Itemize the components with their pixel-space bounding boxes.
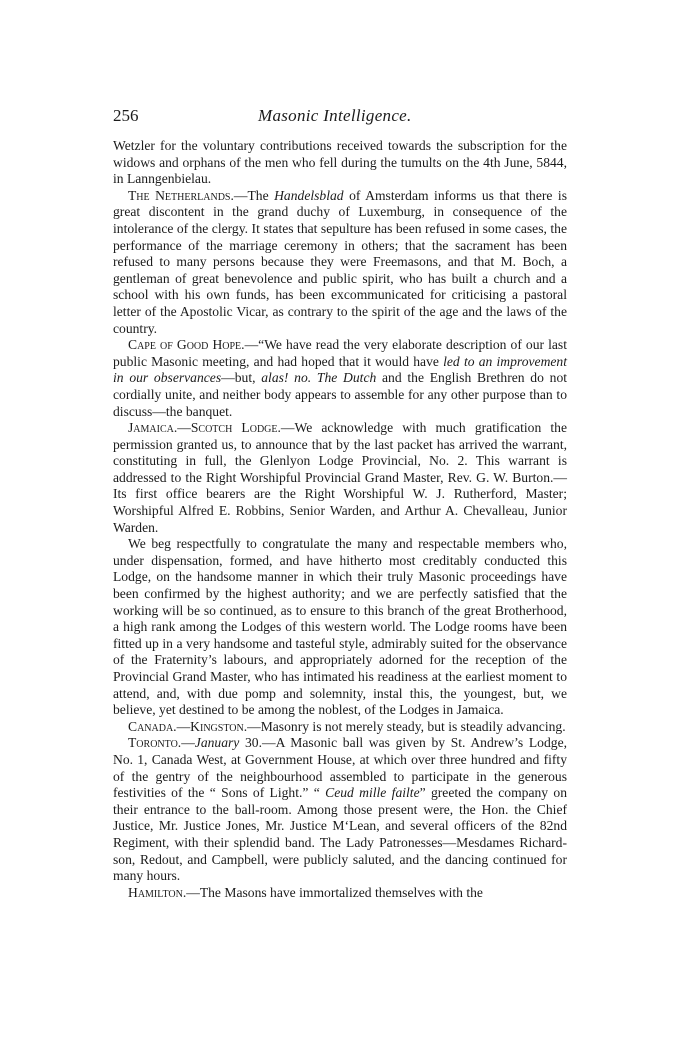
italic-text: led to an improvement in our observances: [113, 353, 567, 386]
text-run: ” greeted the company on their entrance to the ball-room. Among those present were, the Hon. the Chief Justice, Mr. Justice Jones, Mr. Justice M‘Lean, and several officers of the 82nd Regiment, with their splendid band. The Lady Patronesses—Mesdames Richardson, Redout, and Campbell, were publicly saluted, and the dancing continued for many hours.: [113, 785, 567, 884]
section-heading: Canada.: [128, 718, 177, 734]
italic-text: Handelsblad: [274, 187, 344, 203]
italic-text: January: [194, 735, 240, 751]
text-run: of Amsterdam informs us that there is great discontent in the grand duchy of Luxemburg, in consequence of the intolerance of the clergy. It states that sepulture has been refused in some cases, the performance of the marriage ceremony in others; that the sacrament has been refused to many persons because they were Freemasons, and that M. Boch, a gentleman of great benevolence and public spirit, who has built a church and a school with his own funds, has been excommunicated for criticising a pastoral letter of the Apostolic Vicar, as contrary to the spirit of the age and the laws of the country.: [113, 187, 567, 336]
paragraph: [113, 735, 567, 884]
italic-text: Ceud mille failte: [325, 785, 420, 801]
paragraph: [113, 536, 567, 719]
text-run: —: [176, 718, 191, 734]
section-heading: Scotch Lodge.: [190, 420, 281, 436]
section-heading: Kingston.: [190, 718, 248, 734]
italic-text: alas! no.: [261, 370, 312, 386]
paragraph: [113, 188, 567, 337]
page-number: 256: [113, 106, 139, 125]
paragraph: [113, 719, 567, 736]
paragraph: [113, 337, 567, 420]
page-header: [113, 108, 567, 134]
text-run: —The: [233, 187, 275, 203]
running-title: Masonic Intelligence.: [258, 106, 412, 125]
document-page: [113, 108, 567, 901]
body-text: [113, 138, 567, 901]
text-run: —The Masons have immortalized themselves with the: [186, 884, 483, 900]
section-heading: Jamaica.: [128, 420, 178, 436]
text-run: —: [181, 735, 195, 751]
text-run: —Masonry is not merely steady, but is steadily advancing.: [247, 718, 566, 734]
text-run: —but,: [221, 370, 262, 386]
italic-text: The Dutch: [316, 370, 377, 386]
paragraph: [113, 420, 567, 536]
paragraph: [113, 138, 567, 188]
text-run: We beg respectfully to congratulate the many and respectable members who, under dispensation, formed, and have hitherto most creditably conducted this Lodge, on the handsome manner in which their truly Masonic proceedings have been confirmed by the highest authority; and we are perfectly satisfied that the working will be so continued, as to ensure to this branch of the great Brotherhood, a high rank among the Lodges of this western world. The Lodge rooms have been fitted up in a very handsome and tasteful style, admirably suited for the observance of the Fraternity’s labours, and appropriately adorned for the reception of the Provincial Grand Master, who has intimated his readiness at the earliest moment to attend, and, with due pomp and solemnity, instal this, the youngest, but, we believe, yet destined to be among the noblest, of the Lodges in Jamaica.: [113, 536, 567, 718]
section-heading: Cape of Good Hope.: [128, 337, 245, 353]
text-run: —We acknowledge with much gratification the permission granted us, to announce that by the last packet has arrived the warrant, constituting in full, the Glenlyon Lodge Provincial, No. 2. This warrant is addressed to the Right Worshipful Provincial Grand Master, Rev. G. W. Burton.—Its first office bearers are the Right Worshipful W. J. Rutherford, Master; Worshipful Alfred E. Robbins, Senior Warden, and Arthur A. Chevalleau, Junior Warden.: [113, 420, 568, 535]
text-run: and the English Brethren do not cordially unite, and neither body appears to assemble for any other purpose than to discuss—the banquet.: [113, 370, 568, 419]
text-run: Wetzler for the voluntary contributions received towards the subscription for the widows and orphans of the men who fell during the tumults on the 4th June, 5844, in Lanngenbielau.: [113, 138, 567, 187]
text-run: 30.—A Masonic ball was given by St. Andrew’s Lodge, No. 1, Canada West, at Government House, at which over three hundred and fifty of the gentry of the neighbourhood assembled to participate in the generous festivities of the “ Sons of Light.” “: [113, 735, 567, 801]
section-heading: Toronto.: [128, 735, 182, 751]
section-heading: The Netherlands.: [128, 187, 234, 203]
section-heading: Hamilton.: [128, 884, 187, 900]
text-run: —“We have read the very elaborate description of our last public Masonic meeting, and had hoped that it would have: [113, 337, 567, 369]
paragraph: [113, 885, 567, 902]
text-run: —: [177, 420, 191, 436]
